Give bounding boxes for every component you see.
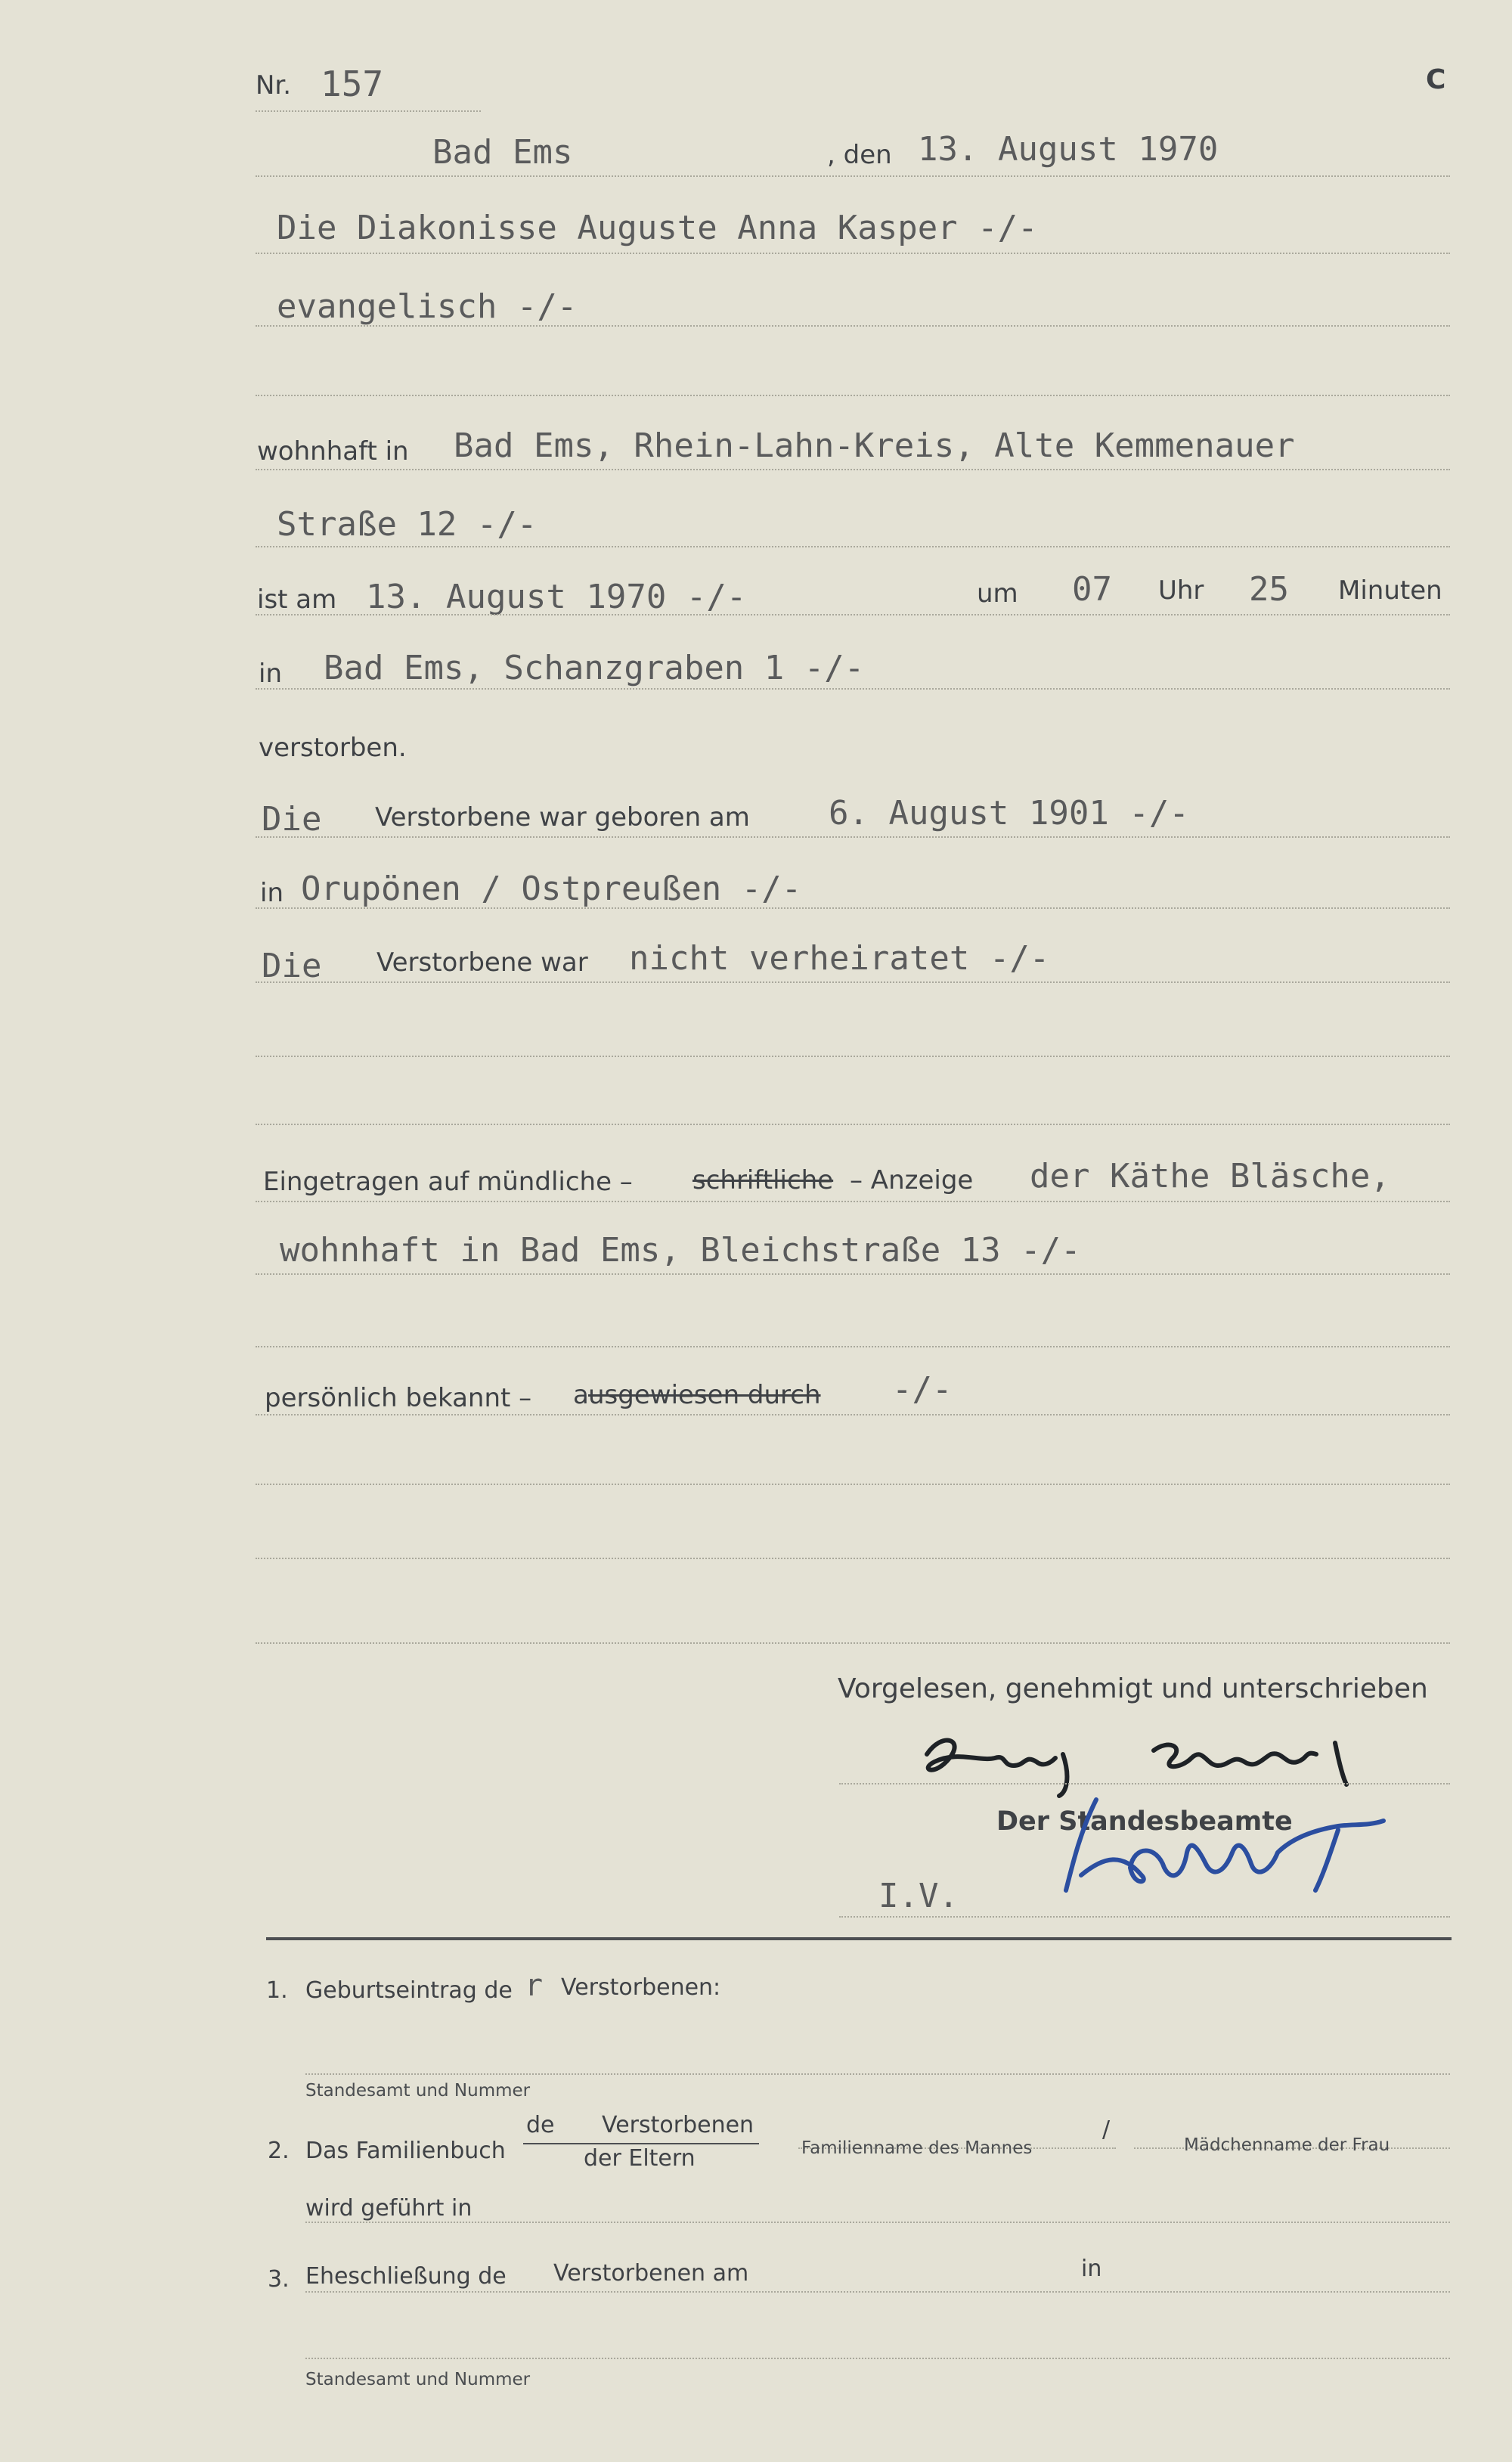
- deceased-name: Die Diakonisse Auguste Anna Kasper -/-: [277, 209, 1038, 247]
- residence-rule-2: [256, 546, 1450, 547]
- death-place: Bad Ems, Schanzgraben 1 -/-: [324, 649, 865, 687]
- um-label: um: [977, 578, 1018, 609]
- item1-number: 1.: [266, 1977, 288, 2004]
- office-number-caption-1: Standesamt und Nummer: [305, 2081, 531, 2101]
- residence-label: wohnhaft in: [257, 436, 409, 467]
- birth-place-line: [256, 907, 1450, 909]
- marital-prefix: Die: [262, 947, 322, 985]
- death-place-label: in: [259, 659, 282, 689]
- informant-line: [256, 1201, 1450, 1202]
- deceased-religion: evangelisch -/-: [277, 287, 578, 326]
- registrar-signature: [1051, 1784, 1399, 1905]
- birth-label: Verstorbene war geboren am: [375, 802, 750, 833]
- office-number-caption-2: Standesamt und Nummer: [305, 2370, 531, 2389]
- item3-office-line: [305, 2358, 1450, 2359]
- record-date: 13. August 1970: [918, 130, 1219, 169]
- kept-in-label: wird geführt in: [305, 2195, 472, 2222]
- residence-line-2: Straße 12 -/-: [277, 505, 538, 544]
- residence-rule-1: [256, 469, 1450, 470]
- item2-fraction-line: [523, 2143, 759, 2144]
- death-date-line: [256, 614, 1450, 616]
- marital-line: [256, 981, 1450, 983]
- informant-address: wohnhaft in Bad Ems, Bleichstraße 13 -/-: [280, 1231, 1081, 1270]
- birth-date: 6. August 1901 -/-: [829, 794, 1189, 833]
- name-line: [256, 253, 1450, 254]
- blank-line-7: [256, 1642, 1450, 1644]
- death-date-label: ist am: [257, 584, 337, 615]
- item1-tail: Verstorbenen:: [561, 1974, 721, 2001]
- item3-line: [305, 2291, 1450, 2293]
- maiden-name-caption: Mädchenname der Frau: [1184, 2135, 1390, 2155]
- place-of-record: Bad Ems: [432, 133, 573, 172]
- birth-place: Orupönen / Ostpreußen -/-: [301, 870, 802, 908]
- item1-line: [305, 2073, 1450, 2075]
- item2-de: de: [526, 2112, 555, 2138]
- item2-label: Das Familienbuch: [305, 2138, 506, 2164]
- name-slash: /: [1102, 2116, 1111, 2143]
- corner-letter: C: [1426, 64, 1446, 95]
- verstorben-label: verstorben.: [259, 733, 407, 763]
- item2-verstorbenen: Verstorbenen: [602, 2112, 754, 2138]
- registrar-title: Der Standesbeamte: [996, 1806, 1293, 1837]
- footer-divider: [266, 1937, 1452, 1940]
- item3-number: 3.: [268, 2266, 290, 2293]
- uhr-label: Uhr: [1158, 575, 1204, 606]
- anzeige-label: – Anzeige: [850, 1165, 974, 1195]
- item1-label: Geburtseintrag de: [305, 1977, 513, 2004]
- husband-name-caption: Familienname des Mannes: [801, 2138, 1033, 2158]
- blank-line-5: [256, 1484, 1450, 1485]
- informant-address-line: [256, 1273, 1450, 1275]
- nr-line: [256, 110, 481, 112]
- informant-name: der Käthe Bläsche,: [1030, 1157, 1390, 1195]
- kept-in-line: [305, 2222, 1450, 2223]
- blank-line-3: [256, 1124, 1450, 1125]
- item3-label: Eheschließung de: [305, 2263, 507, 2290]
- blank-line-2: [256, 1056, 1450, 1057]
- blank-line-4: [256, 1346, 1450, 1347]
- item3-verstorbenen: Verstorbenen am: [553, 2260, 749, 2287]
- header-line: [256, 175, 1450, 177]
- birth-prefix: Die: [262, 800, 322, 839]
- nr-label: Nr.: [256, 70, 292, 101]
- iv-line: [839, 1916, 1450, 1918]
- registration-struck-written: schriftliche: [692, 1165, 834, 1195]
- identification-prefix: a: [573, 1380, 589, 1410]
- identification-label: persönlich bekannt –: [265, 1383, 532, 1413]
- identification-struck: usgewiesen durch: [588, 1380, 821, 1410]
- religion-line: [256, 325, 1450, 327]
- death-date: 13. August 1970 -/-: [366, 578, 747, 616]
- blank-line-1: [256, 395, 1450, 396]
- registration-label: Eingetragen auf mündliche –: [263, 1167, 633, 1197]
- item2-number: 2.: [268, 2138, 290, 2164]
- read-approved-text: Vorgelesen, genehmigt und unterschrieben: [838, 1673, 1428, 1704]
- residence-line-1: Bad Ems, Rhein-Lahn-Kreis, Alte Kemmenauer: [454, 426, 1295, 465]
- blank-line-6: [256, 1558, 1450, 1559]
- iv-label: I.V.: [878, 1877, 959, 1915]
- date-label: , den: [827, 140, 892, 170]
- item3-in: in: [1081, 2256, 1102, 2282]
- death-hour: 07: [1072, 570, 1112, 609]
- birth-date-line: [256, 836, 1450, 838]
- nr-value: 157: [321, 64, 384, 104]
- marital-label: Verstorbene war: [376, 947, 588, 978]
- item1-suffix: r: [525, 1968, 544, 2003]
- identification-line: [256, 1414, 1450, 1415]
- birth-place-label: in: [260, 878, 284, 908]
- minuten-label: Minuten: [1338, 575, 1442, 606]
- item2-eltern: der Eltern: [584, 2145, 696, 2172]
- death-place-line: [256, 688, 1450, 690]
- marital-status: nicht verheiratet -/-: [629, 939, 1050, 978]
- identification-value: -/-: [892, 1370, 953, 1409]
- death-minutes: 25: [1249, 570, 1289, 609]
